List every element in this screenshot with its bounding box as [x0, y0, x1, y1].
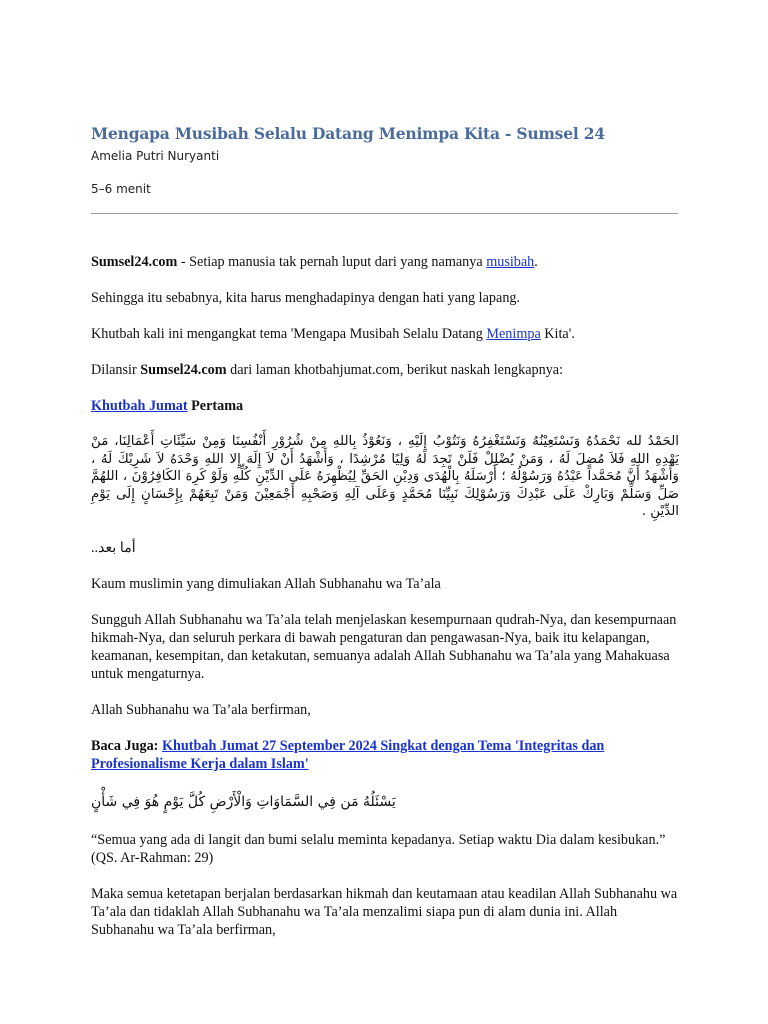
paragraph-intro: Sumsel24.com - Setiap manusia tak pernah luput dari yang namanya musibah. [91, 254, 538, 270]
article-body [91, 253, 679, 957]
paragraph-5: Kaum muslimin yang dimuliakan Allah Subhanahu wa Ta’ala [91, 575, 441, 592]
link-baca-juga[interactable]: Khutbah Jumat 27 September 2024 Singkat dengan Tema 'Integritas dan Profesionalisme Kerja dalam Islam' [91, 737, 605, 772]
source-name: Sumsel24.com [140, 362, 227, 378]
article-author: Amelia Putri Nuryanti [91, 149, 220, 163]
paragraph-3: Khutbah kali ini mengangkat tema 'Mengapa Musibah Selalu Datang Menimpa Kita'. [91, 326, 575, 342]
source-name: Sumsel24.com [91, 254, 178, 270]
link-khutbah-jumat[interactable]: Khutbah Jumat [91, 398, 188, 414]
arabic-opening: الحَمْدُ لله نَحْمَدُهُ وَنَسْتَعِيْنُهُ وَنَسْتَغْفِرُهُ وَنَتُوْبُ إِلَيْهِ ، وَنَعُوْذُ بِاللهِ مِنْ شُرُوْرِ أَنْفُسِنَا وَمِنْ سَيِّئَاتِ أَعْمَالِنَا، مَنْ يَهْدِهِ اللهِ فَلاَ مُضِلَ لَهُ ، وَمَنْ يُضْلِلْ فَلَنْ تَجِدَ لَهُ وَلِيًا مُرْشِدًا ، وَأَشْهَدُ أَنْ لاَ إِلَهَ إِلا اللهِ وَحْدَهُ لاَ شَرِيْكَ لَهُ ، وَأَشْهَدُ أَنَّ مُحَمَّداً عَبْدُهُ وَرَسُوْلُهُ ؛ أَرْسَلَهُ بِالْهُدَى وَدِيْنِ الحَقِّ لِيُظْهِرَهُ عَلَى الدِّيْنِ كُلِّهِ وَلَوْ كَرِهَ الكَافِرُوْنَ ، اللهُمَّ صَلِّ وَسَلِّمْ وَبَارِكْ عَلَى عَبْدِكَ وَرَسُوْلِكَ نَبِيِّنَا مُحَمَّدٍ وَعَلَى آلِهِ وَصَحْبِهِ أَجْمَعِيْنَ وَمَنْ تَبِعَهُمْ بِإِحْسَانٍ إِلَى يَوْمِ الدِّيْنِ . [91, 434, 679, 520]
read-time: 5–6 menit [91, 182, 151, 196]
section-heading: Khutbah Jumat Pertama [91, 398, 244, 414]
baca-juga: Baca Juga: Khutbah Jumat 27 September 2024 Singkat dengan Tema 'Integritas dan Profesionalisme Kerja dalam Islam' [91, 737, 605, 772]
verse-translation: “Semua yang ada di langit dan bumi selalu meminta kepadanya. Setiap waktu Dia dalam kesibukan.” (QS. Ar-Rahman: 29) [91, 831, 666, 866]
link-musibah[interactable]: musibah [486, 254, 535, 270]
paragraph-7: Allah Subhanahu wa Ta’ala berfirman, [91, 701, 311, 718]
amma-badu: أما بعد.. [91, 539, 136, 556]
paragraph-6: Sungguh Allah Subhanahu wa Ta’ala telah menjelaskan kesempurnaan qudrah-Nya, dan kesempurnaan hikmah-Nya, dan seluruh perkara di bawah pengaturan dan pengawasan-Nya, baik itu kelapangan, keamanan, kesempitan, dan ketakutan, semuanya adalah Allah Subhanahu wa Ta’ala yang Mahakuasa untuk mengaturnya. [91, 611, 677, 682]
paragraph-8: Maka semua ketetapan berjalan berdasarkan hikmah dan keutamaan atau keadilan Allah Subhanahu wa Ta’ala dan tidaklah Allah Subhanahu wa Ta’ala menzalimi siapa pun di alam dunia ini. Allah Subhanahu wa Ta’ala berfirman, [91, 885, 678, 938]
article-title: Mengapa Musibah Selalu Datang Menimpa Kita - Sumsel 24 [91, 124, 605, 143]
link-menimpa[interactable]: Menimpa [486, 326, 541, 342]
paragraph-2: Sehingga itu sebabnya, kita harus menghadapinya dengan hati yang lapang. [91, 290, 521, 306]
quran-verse: يَسْئَلُهُ مَن فِي السَّمَاوَاتِ وَالْأَرْضِ كُلَّ يَوْمٍ هُوَ فِي شَأْنٍ [91, 793, 396, 810]
paragraph-4: Dilansir Sumsel24.com dari laman khotbahjumat.com, berikut naskah lengkapnya: [91, 362, 564, 378]
header-divider [91, 213, 678, 214]
